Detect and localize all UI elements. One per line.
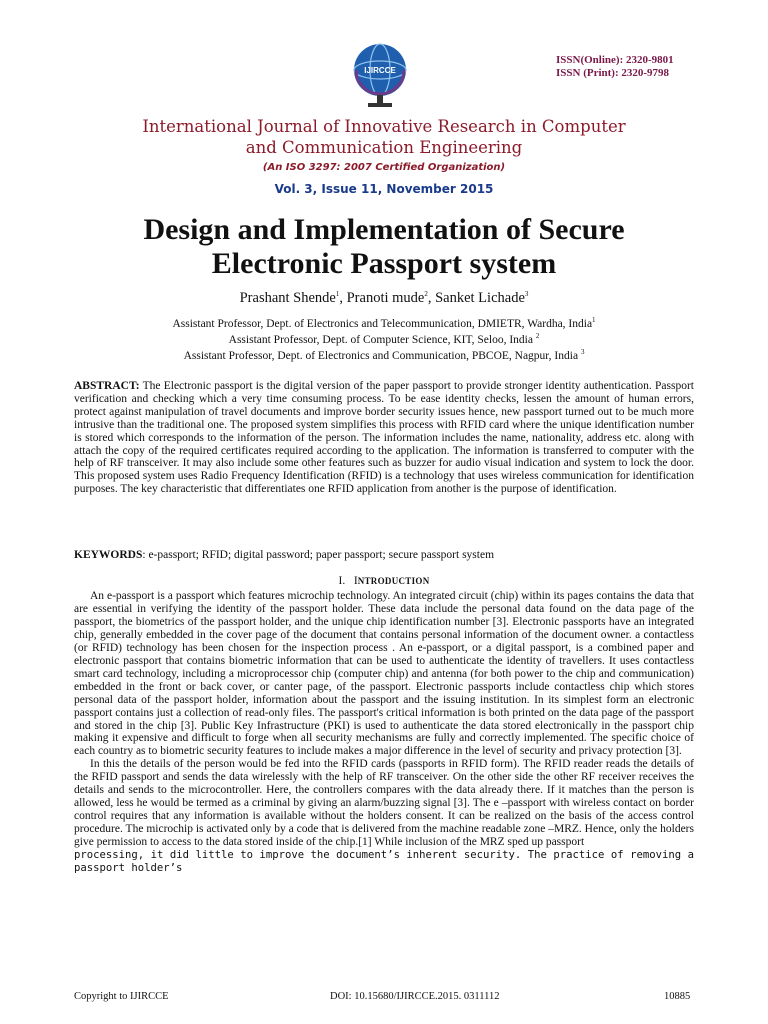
affiliation xyxy=(0,332,768,348)
footer-page-number: 10885 xyxy=(664,991,691,1002)
author-separator: , xyxy=(427,290,436,306)
issn-print: ISSN (Print): 2320-9798 xyxy=(556,67,670,79)
affiliation xyxy=(0,348,768,364)
author-name: Prashant Shende xyxy=(239,290,336,306)
section-title-rest: NTRODUCTION xyxy=(357,576,430,586)
journal-title-line1: International Journal of Innovative Research in Computer xyxy=(142,117,626,136)
journal-title-line2: and Communication Engineering xyxy=(245,138,523,157)
keywords xyxy=(74,549,694,561)
keywords-label: KEYWORDS xyxy=(74,549,143,561)
section-number: I. xyxy=(338,575,346,587)
intro-paragraph: An e-passport is a passport which features microchip technology. An integrated circuit (chip) within its pages contains the data that are essential in verifying the identity of the passport holder. These data include the personal data found on the data page of the passport, the biometrics of the passport holder, and the unique chip identification number [3]. Electronic passports have an integrated chip, generally embedded in the cover page of the document that contains personal information of the document owner. a contactless (or RFID) technology has been chosen for the inspection process . An e-passport, or a digital passport, is a combined paper and electronic passport that contains biometric information that can be used to authenticate the identity of travellers. It uses contactless smart card technology, including a microprocessor chip (computer chip) and antenna (for both power to the chip and communication) embedded in the front or back cover, or canter page, of the passport. Electronic passports include contactless chip which stores personal data of the passport holder, information about the passport and the issuing institution. In its simplest form an electronic passport contains just a collection of read-only files. The passport's critical information is both printed on the data page of the passport and stored in the chip [3]. Public Key Infrastructure (PKI) is used to authenticate the data stored electronically in the passport chip making it expensive and difficult to forge when all security mechanisms are fully and correctly implemented. The specific choice of each country as to biometric security features to include makes a major difference in the level of security and privacy protection [3]. xyxy=(74,590,694,758)
affiliation xyxy=(0,316,768,332)
intro-paragraph-text: In this the details of the person would be fed into the RFID cards (passports in RFID form). The RFID reader reads the details of the RFID passport and sends the data wirelessly with the help of RF transceiver. On the other side the other RF receiver receives the details and sends to the microcontroller. Here, the controllers compares with the data already there. If it matches than the person is allowed, less he would be termed as a criminal by giving an alarm/buzzing signal [3]. The e –passport with wireless contact on border control requires that any information is available without the holders consent. It can be realized on the basis of the access control procedure. The microchip is activated only by a code that is delivered from the machine readable zone –MRZ. Hence, only the holders give permission to access to the data stored inside of the chip.[1] While inclusion of the MRZ sped up passport xyxy=(74,758,694,849)
section-initial: I xyxy=(353,575,358,587)
affiliation-list xyxy=(0,316,768,364)
paper-title xyxy=(0,213,768,281)
intro-paragraph xyxy=(74,758,694,849)
author-separator: , xyxy=(339,290,347,306)
affiliation-sup: 3 xyxy=(580,348,585,357)
intro-mono-line: processing, it did little to improve the document’s inherent security. The practice of removing a passport holder’s xyxy=(74,849,694,875)
issn-online: ISSN(Online): 2320-9801 xyxy=(556,54,674,66)
introduction-body xyxy=(74,590,694,875)
affiliation-sup: 1 xyxy=(592,316,596,325)
certification-note: (An ISO 3297: 2007 Certified Organization) xyxy=(262,162,506,173)
author-name: Pranoti mude xyxy=(346,290,425,306)
author-list xyxy=(0,290,768,307)
paper-title-line1: Design and Implementation of Secure xyxy=(143,213,625,246)
abstract xyxy=(74,380,694,496)
logo-text: IJIRCCE xyxy=(364,66,396,75)
journal-title xyxy=(0,116,768,158)
volume-issue: Vol. 3, Issue 11, November 2015 xyxy=(274,182,494,196)
affiliation-text: Assistant Professor, Dept. of Electronics and Communication, PBCOE, Nagpur, India xyxy=(183,350,581,362)
author-sup: 2 xyxy=(424,290,428,299)
affiliation-sup: 2 xyxy=(535,332,540,341)
issn-block xyxy=(556,54,674,80)
journal-logo xyxy=(346,40,414,110)
abstract-label: ABSTRACT: xyxy=(74,380,140,392)
affiliation-text: Assistant Professor, Dept. of Computer Science, KIT, Seloo, India xyxy=(228,334,536,346)
footer-doi: DOI: 10.15680/IJIRCCE.2015. 0311112 xyxy=(330,991,500,1002)
author-name: Sanket Lichade xyxy=(435,290,525,306)
paper-title-line2: Electronic Passport system xyxy=(211,247,557,280)
footer-copyright: Copyright to IJIRCCE xyxy=(74,991,169,1002)
keywords-text: : e-passport; RFID; digital password; paper passport; secure passport system xyxy=(142,549,495,561)
author-sup: 3 xyxy=(524,290,529,299)
abstract-text: The Electronic passport is the digital version of the paper passport to provide stronger identity authentication. Passport verification and checking which a very time consuming process. To be ease identity checks, lessen the amount of human errors, protect against manipulation of travel documents and improve border security issues hence, new passport turned out to be much more intrusive than the traditional one. The proposed system simplifies this process with RFID card where the unique identification number is stored which corresponds to the information of the person. The information includes the name, nationality, address etc. along with attach the copy of the required certificates required according to the application. The information is transferred to computer with the help of RF transceiver. It may also include some other features such as buzzer for audio visual indication and system to lock the door. This proposed system uses Radio Frequency Identification (RFID) is a technology that uses wireless communication for identification purposes. The key characteristic that differentiates one RFID application from another is the purpose of identification. xyxy=(74,380,694,496)
affiliation-text: Assistant Professor, Dept. of Electronics and Telecommunication, DMIETR, Wardha, India xyxy=(172,318,593,330)
section-heading xyxy=(0,575,768,587)
author-sup: 1 xyxy=(335,290,340,299)
